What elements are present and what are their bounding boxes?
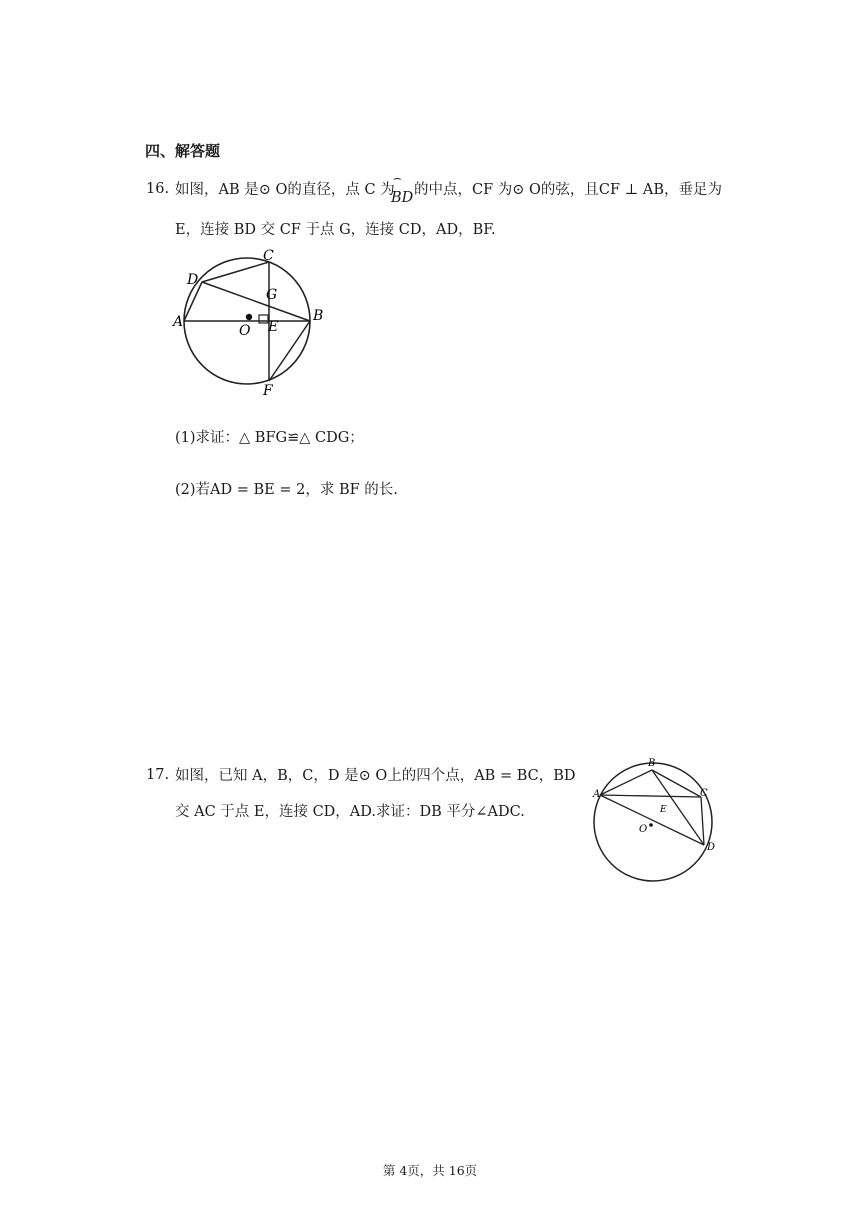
label-c: C xyxy=(263,248,274,264)
section-title: 四、解答题 xyxy=(145,142,221,160)
label-a-17: A xyxy=(593,789,601,800)
label-b-17: B xyxy=(648,758,656,769)
label-b: B xyxy=(313,308,324,324)
question-16-part1: (1)求证：△ BFG≌△ CDG； xyxy=(175,430,364,446)
label-e-17: E xyxy=(660,805,667,815)
label-a: A xyxy=(173,314,184,330)
question-17-line1: 如图，已知 A，B，C，D 是⊙ O上的四个点，AB = BC，BD xyxy=(175,768,576,784)
arc-symbol: ⌢ xyxy=(393,171,402,186)
arc-label: BD xyxy=(391,190,414,206)
question-16-number: 16. xyxy=(146,181,170,197)
page-footer: 第 4页，共 16页 xyxy=(382,1163,478,1178)
question-17-number: 17. xyxy=(146,767,170,783)
question-16-part2: (2)若AD = BE = 2，求 BF 的长. xyxy=(175,482,398,498)
question-16-line1-b: 的中点，CF 为⊙ O的弦，且CF ⊥ AB，垂足为 xyxy=(414,182,723,198)
circle-figure-17 xyxy=(590,752,720,887)
label-g: G xyxy=(266,287,278,303)
label-o: O xyxy=(239,323,251,339)
label-f: F xyxy=(263,383,273,399)
label-c-17: C xyxy=(700,788,708,799)
question-16-line1-a: 如图，AB 是⊙ O的直径，点 C 为 xyxy=(175,182,395,198)
circle-figure-16 xyxy=(168,245,338,400)
label-o-17: O xyxy=(639,824,648,835)
question-17-line2: 交 AC 于点 E，连接 CD，AD.求证：DB 平分∠ADC. xyxy=(175,804,525,820)
question-16-line2: E，连接 BD 交 CF 于点 G，连接 CD，AD，BF. xyxy=(175,222,496,238)
label-d: D xyxy=(187,272,199,288)
label-d-17: D xyxy=(707,842,716,853)
label-e: E xyxy=(268,319,279,335)
